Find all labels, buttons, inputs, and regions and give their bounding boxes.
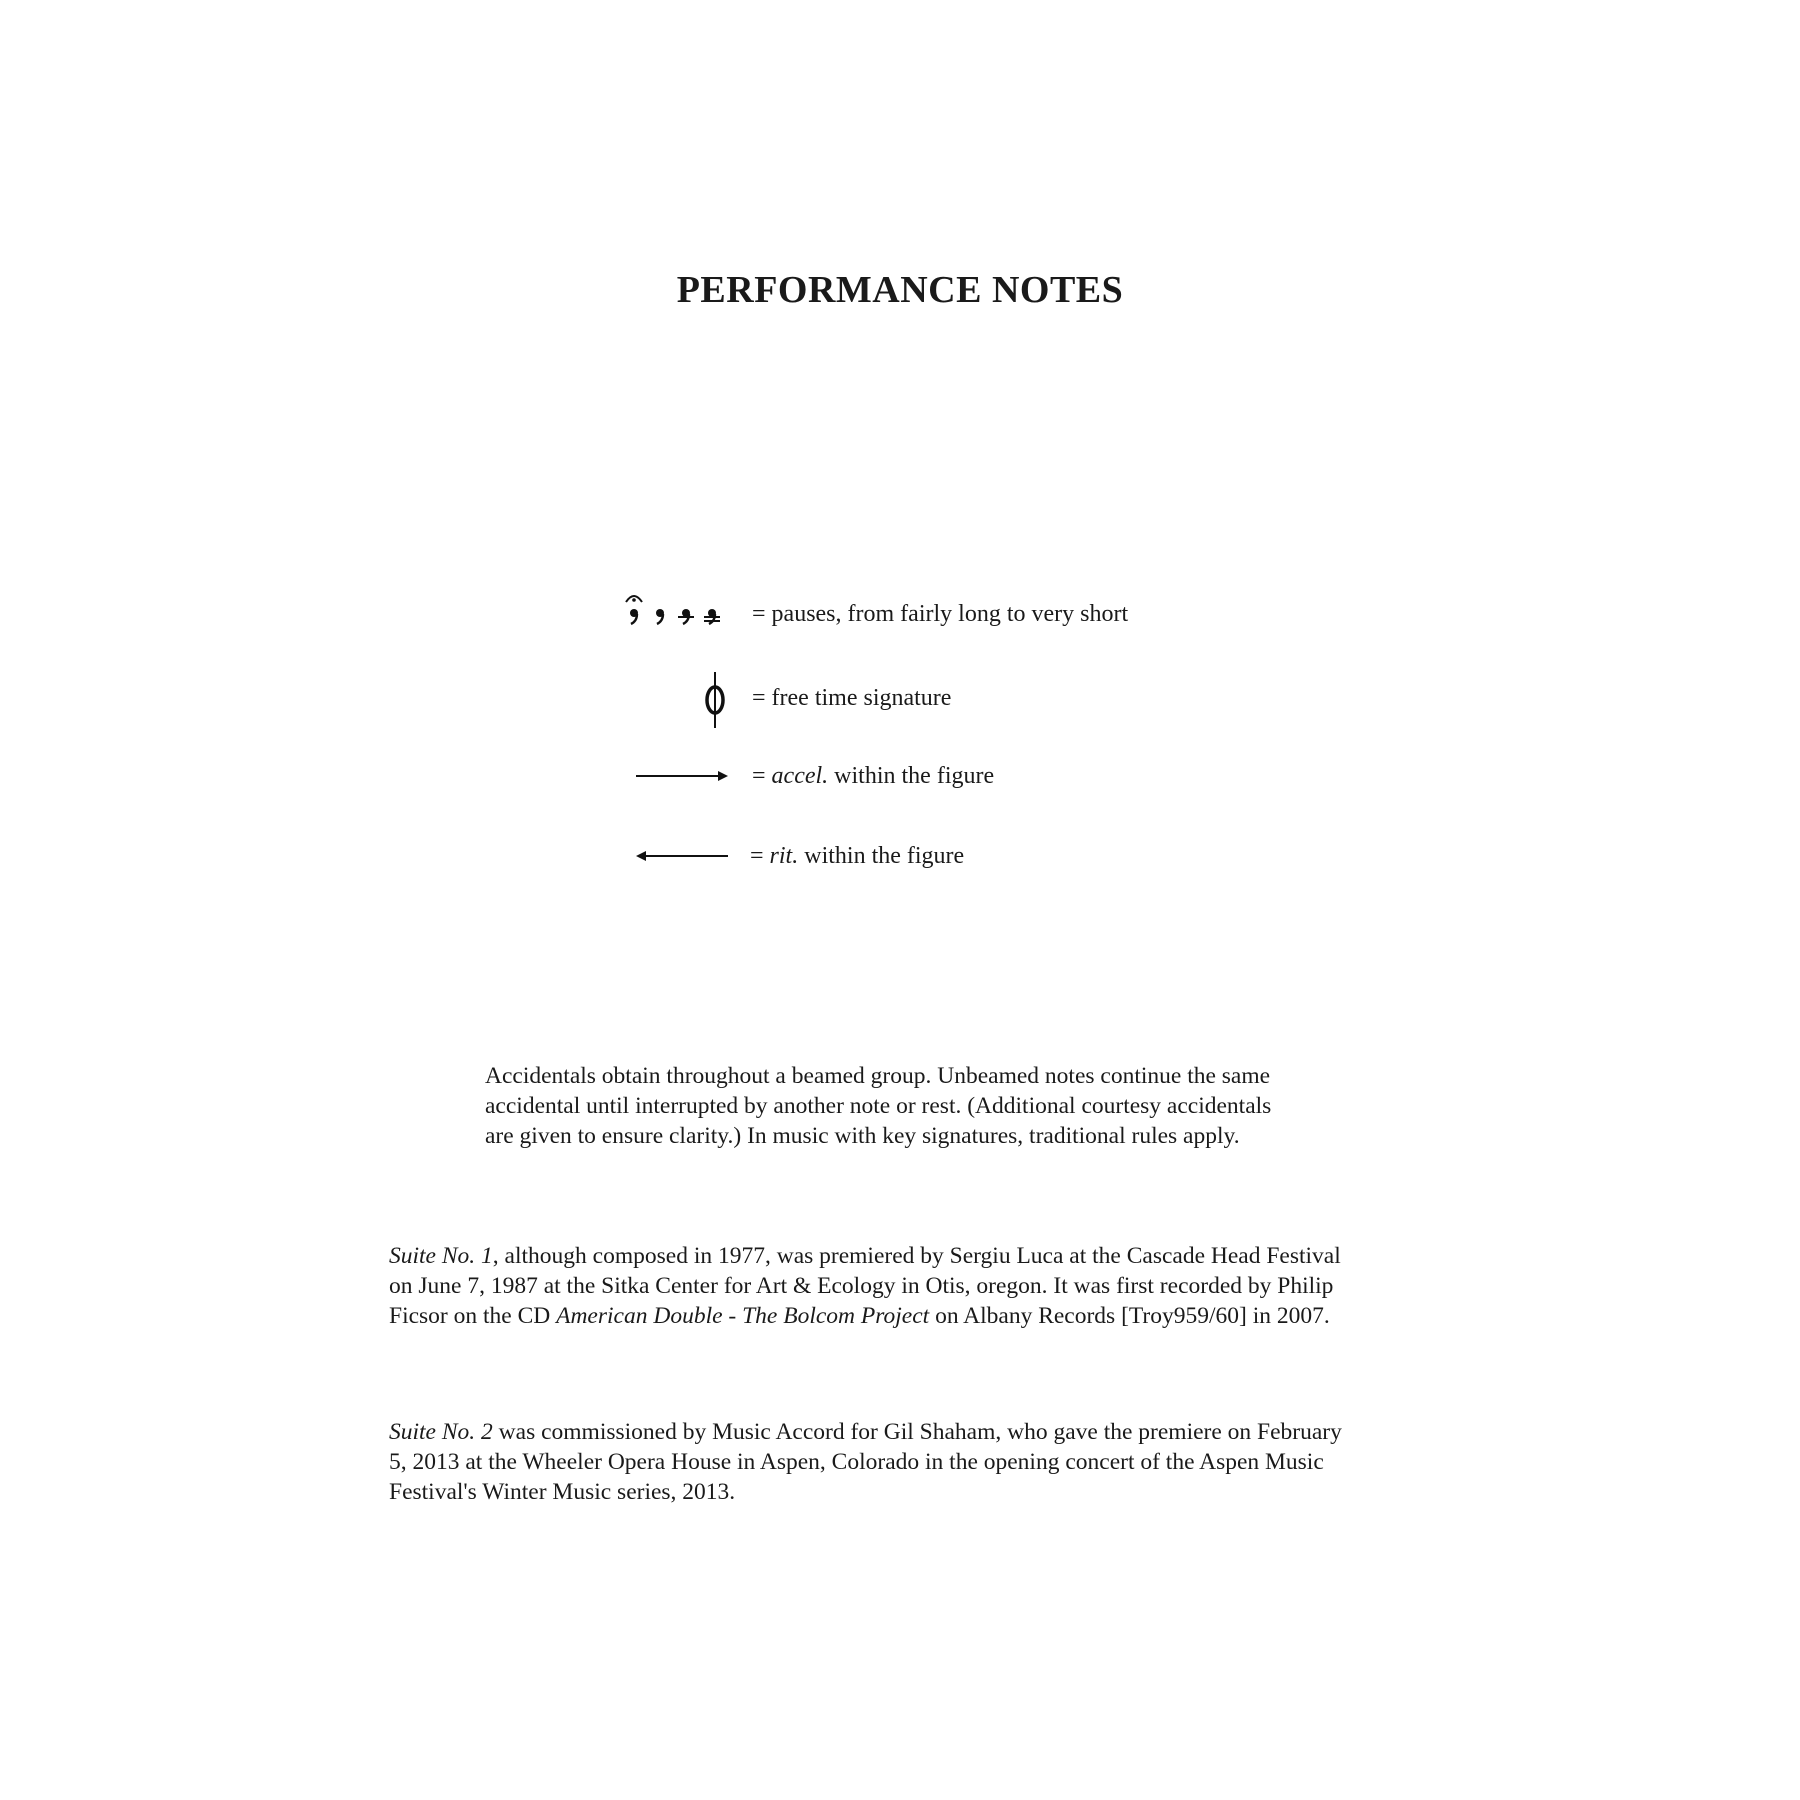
suite-1-line-2: on June 7, 1987 at the Sitka Center for Art & Ecology in Otis, oregon. It was first recorded by Philip xyxy=(389,1273,1334,1299)
page-title: PERFORMANCE NOTES xyxy=(676,269,1124,311)
right-arrow-icon xyxy=(634,766,730,786)
legend-free-time xyxy=(752,683,951,713)
accidentals-line-3: are given to ensure clarity.) In music with key signatures, traditional rules apply. xyxy=(485,1123,1240,1149)
accidentals-paragraph xyxy=(485,1061,1271,1151)
legend-rit: = rit. within the figure xyxy=(750,843,965,869)
legend-pauses xyxy=(752,599,1128,629)
accidentals-line-2: accidental until interrupted by another note or rest. (Additional courtesy accidentals xyxy=(485,1093,1272,1119)
left-arrow-icon xyxy=(634,846,730,866)
suite-2-line-3: Festival's Winter Music series, 2013. xyxy=(389,1479,736,1505)
accel-term: accel. xyxy=(771,763,829,789)
legend-pauses-text: = pauses, from fairly long to very short xyxy=(752,601,1129,627)
suite-1-paragraph xyxy=(389,1241,1341,1331)
pause-commas-icon xyxy=(622,590,732,630)
suite-2-title: Suite No. 2 xyxy=(389,1419,493,1445)
suite-2-line-2: 5, 2013 at the Wheeler Opera House in Aspen, Colorado in the opening concert of the Aspen Music xyxy=(389,1449,1324,1475)
suite-1-title: Suite No. 1 xyxy=(389,1243,493,1269)
legend-free-time-text: = free time signature xyxy=(752,685,952,711)
cd-title: American Double - The Bolcom Project xyxy=(556,1303,930,1329)
suite-2-paragraph xyxy=(389,1417,1342,1507)
rit-term: rit. xyxy=(769,843,799,869)
accidentals-line-1: Accidentals obtain throughout a beamed group. Unbeamed notes continue the same xyxy=(485,1063,1271,1089)
suite-2-line-1: Suite No. 2 was commissioned by Music Accord for Gil Shaham, who gave the premiere on February xyxy=(389,1419,1342,1445)
free-time-signature-icon xyxy=(700,670,730,730)
suite-1-line-1: Suite No. 1, although composed in 1977, was premiered by Sergiu Luca at the Cascade Head Festival xyxy=(389,1243,1341,1269)
suite-1-line-3: Ficsor on the CD American Double - The Bolcom Project on Albany Records [Troy959/60] in 2007. xyxy=(389,1303,1330,1329)
legend-accel: = accel. within the figure xyxy=(752,763,995,789)
